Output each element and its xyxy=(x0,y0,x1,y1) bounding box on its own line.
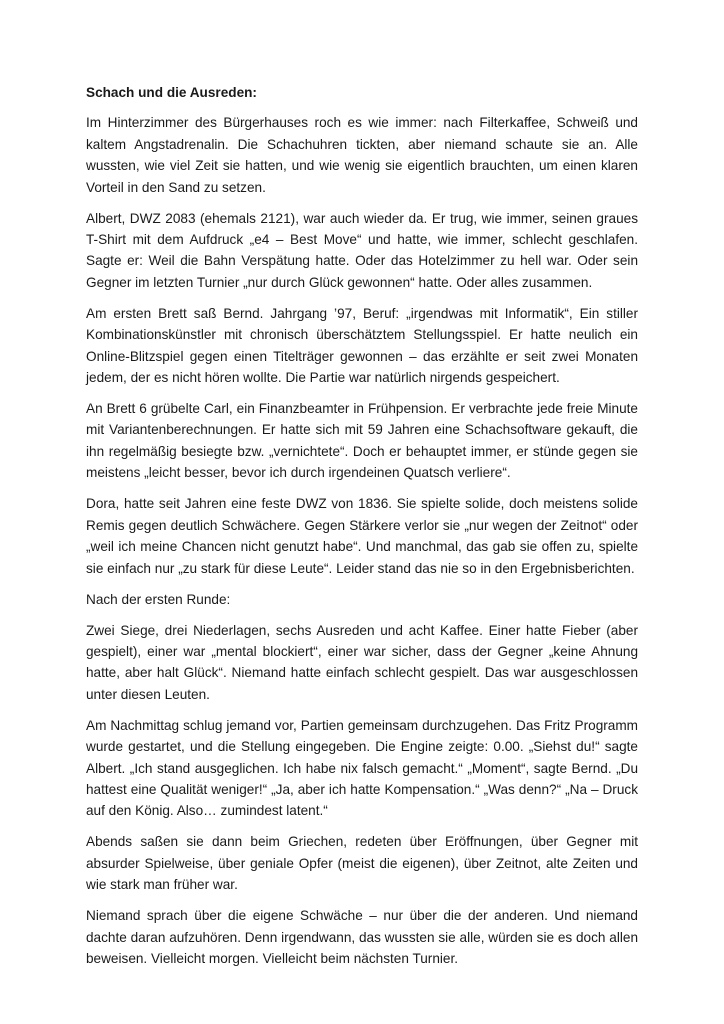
document-title: Schach und die Ausreden: xyxy=(86,85,257,100)
document-body xyxy=(86,82,638,979)
paragraph-albert: Albert, DWZ 2083 (ehemals 2121), war auch wieder da. Er trug, wie immer, seinen graues T-Shirt mit dem Aufdruck „e4 – Best Move“ und hatte, wie immer, schlecht geschlafen. Sagte er: Weil die Bahn Verspätung hatte. Oder das Hotelzimmer zu hell war. Oder sein Gegner im letzten Turnier „nur durch Glück gewonnen“ hatte. Oder alles zusammen. xyxy=(86,210,638,290)
paragraph-bernd: Am ersten Brett saß Bernd. Jahrgang ’97, Beruf: „irgendwas mit Informatik“, Ein stiller Kombinationskünstler mit chronisch überschätztem Stellungsspiel. Er hatte neulich ein Online-Blitzspiel gegen einen Titelträger gewonnen – das erzählte er seit zwei Monaten jedem, der es nicht hören wollte. Die Partie war natürlich nirgends gespeichert. xyxy=(86,305,638,386)
paragraph-closing: Niemand sprach über die eigene Schwäche – nur über die der anderen. Und niemand dachte daran aufzuhören. Denn irgendwann, das wussten sie alle, würden sie es doch allen beweisen. Vielleicht morgen. Vielleicht beim nächsten Turnier. xyxy=(86,908,638,966)
paragraph-first-round-heading: Nach der ersten Runde: xyxy=(86,591,231,607)
paragraph-intro: Im Hinterzimmer des Bürgerhauses roch es wie immer: nach Filterkaffee, Schweiß und kaltem Angstadrenalin. Die Schachuhren tickten, aber niemand schaute sie an. Alle wussten, wie viel Zeit sie hatten, und wie wenig sie eigentlich brauchten, um einen klaren Vorteil in den Sand zu setzen. xyxy=(86,115,638,195)
paragraph-afternoon: Am Nachmittag schlug jemand vor, Partien gemeinsam durchzugehen. Das Fritz Programm wurde gestartet, und die Stellung eingegeben. Die Engine zeigte: 0.00. „Siehst du!“ sagte Albert. „Ich stand ausgeglichen. Ich habe nix falsch gemacht.“ „Moment“, sagte Bernd. „Du hattest eine Qualität weniger!“ „Ja, aber ich hatte Kompensation.“ „Was denn?“ „Na – Druck auf den König. Also… zumindest latent.“ xyxy=(86,717,638,819)
paragraph-dora: Dora, hatte seit Jahren eine feste DWZ von 1836. Sie spielte solide, doch meistens solide Remis gegen deutlich Schwächere. Gegen Stärkere verlor sie „nur wegen der Zeitnot“ oder „weil ich meine Chancen nicht genutzt habe“. Und manchmal, das gab sie offen zu, spielte sie einfach nur „zu stark für diese Leute“. Leider stand das nie so in den Ergebnisberichten. xyxy=(86,496,638,576)
paragraph-evening: Abends saßen sie dann beim Griechen, redeten über Eröffnungen, über Gegner mit absurder Spielweise, über geniale Opfer (meist die eigenen), über Zeitnot, alte Zeiten und wie stark man früher war. xyxy=(86,834,638,893)
paragraph-carl: An Brett 6 grübelte Carl, ein Finanzbeamter in Frühpension. Er verbrachte jede freie Minute mit Variantenberechnungen. Er hatte sich mit 59 Jahren eine Schachsoftware gekauft, die ihn regelmäßig besiegte bzw. „vernichtete“. Doch er behauptet immer, er stünde gegen sie meistens „leicht besser, bevor ich durch irgendeinen Quatsch verliere“. xyxy=(86,401,638,481)
paragraph-first-round-result: Zwei Siege, drei Niederlagen, sechs Ausreden und acht Kaffee. Einer hatte Fieber (aber gespielt), einer war „mental blockiert“, einer war sicher, dass der Gegner „keine Ahnung hatte, aber halt Glück“. Niemand hatte einfach schlecht gespielt. Das war ausgeschlossen unter diesen Leuten. xyxy=(86,622,638,702)
